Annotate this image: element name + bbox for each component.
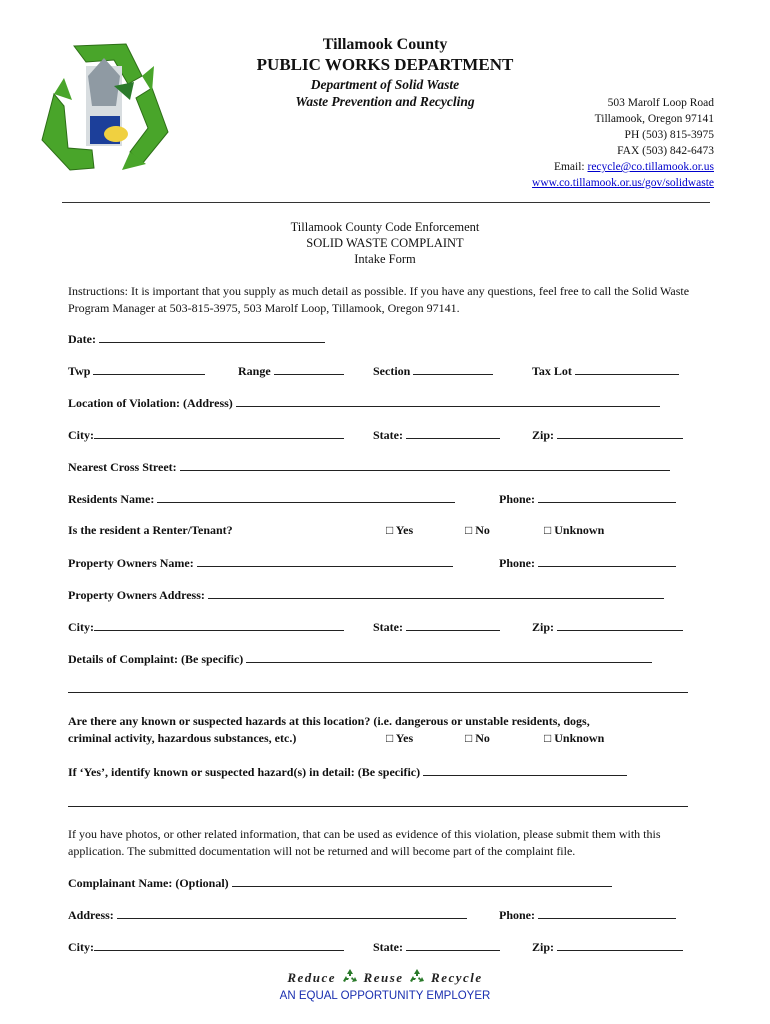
- state-label: State:: [373, 428, 403, 442]
- complainant-name-field[interactable]: [68, 875, 612, 891]
- header-divider: [62, 202, 710, 203]
- hazards-question-line2: criminal activity, hazardous substances, etc.): [68, 731, 297, 745]
- footer-slogan: [0, 968, 770, 986]
- city-label: City:: [68, 428, 94, 442]
- form-title-line1: Tillamook County Code Enforcement: [290, 220, 480, 234]
- city-label: City:: [68, 620, 94, 634]
- date-field[interactable]: [68, 331, 325, 347]
- details-line-2[interactable]: [68, 692, 688, 693]
- instructions: [68, 283, 698, 317]
- state-field[interactable]: [373, 427, 500, 443]
- complainant-name-label: Complainant Name: (Optional): [68, 876, 229, 890]
- form-title-line3: Intake Form: [354, 252, 416, 266]
- residents-phone-field[interactable]: [499, 491, 676, 507]
- owners-name-label: Property Owners Name:: [68, 556, 194, 570]
- location-field[interactable]: [68, 395, 660, 411]
- contact-block: [532, 95, 714, 191]
- section-field[interactable]: [373, 363, 493, 379]
- equal-opportunity-text: AN EQUAL OPPORTUNITY EMPLOYER: [279, 990, 491, 1002]
- reuse-text: Reuse: [363, 970, 404, 985]
- form-title: [0, 219, 770, 267]
- city-label: City:: [68, 940, 94, 954]
- phone-label: Phone:: [499, 492, 535, 506]
- hazards-yes-checkbox[interactable]: □ Yes: [386, 731, 414, 745]
- details-label: Details of Complaint: (Be specific): [68, 652, 244, 666]
- instructions-text: It is important that you supply as much detail as possible. If you have any questions, feel free to call the Solid Waste Program Manager at 503-815-3975, 503 Marolf Loop, Tillamook, Oregon 97141.: [68, 284, 690, 315]
- cross-street-label: Nearest Cross Street:: [68, 460, 177, 474]
- contact-fax: FAX (503) 842-6473: [617, 145, 714, 157]
- reduce-text: Reduce: [287, 970, 337, 985]
- renter-unknown-checkbox[interactable]: □ Unknown: [544, 523, 605, 537]
- location-label: Location of Violation: (Address): [68, 396, 233, 410]
- zip-field[interactable]: [532, 427, 683, 443]
- contact-phone: PH (503) 815-3975: [624, 129, 714, 141]
- division-name: Department of Solid Waste: [310, 77, 460, 92]
- recycle-text: Recycle: [431, 970, 483, 985]
- complainant-phone-field[interactable]: [499, 907, 676, 923]
- owners-name-field[interactable]: [68, 555, 453, 571]
- twp-field[interactable]: [68, 363, 205, 379]
- residents-name-label: Residents Name:: [68, 492, 155, 506]
- section-label: Section: [373, 364, 411, 378]
- complainant-state-field[interactable]: [373, 939, 500, 955]
- owners-zip-field[interactable]: [532, 619, 683, 635]
- state-label: State:: [373, 940, 403, 954]
- owners-address-field[interactable]: [68, 587, 664, 603]
- owners-city-field[interactable]: [68, 619, 344, 635]
- cross-street-field[interactable]: [68, 459, 670, 475]
- renter-question: Is the resident a Renter/Tenant?: [68, 523, 233, 537]
- hazards-no-checkbox[interactable]: □ No: [465, 731, 490, 745]
- complainant-address-field[interactable]: [68, 907, 467, 923]
- contact-city: Tillamook, Oregon 97141: [594, 113, 714, 125]
- contact-address: 503 Marolf Loop Road: [607, 97, 714, 109]
- address-label: Address:: [68, 908, 114, 922]
- renter-no-checkbox[interactable]: □ No: [465, 523, 490, 537]
- county-name: Tillamook County: [322, 36, 448, 53]
- email-link[interactable]: recycle@co.tillamook.or.us: [587, 161, 714, 173]
- state-label: State:: [373, 620, 403, 634]
- zip-label: Zip:: [532, 940, 555, 954]
- phone-label: Phone:: [499, 908, 535, 922]
- date-label: Date:: [68, 332, 96, 346]
- hazards-detail-field[interactable]: [68, 764, 627, 780]
- twp-label: Twp: [68, 364, 91, 378]
- website-link[interactable]: www.co.tillamook.or.us/gov/solidwaste: [532, 177, 714, 189]
- contact-email-line: [532, 159, 714, 175]
- tax-lot-label: Tax Lot: [532, 364, 572, 378]
- program-name: Waste Prevention and Recycling: [295, 94, 475, 109]
- evidence-note: If you have photos, or other related information, that can be used as evidence of this violation, please submit them with this application. The submitted documentation will not be returned and will become part of the complaint file.: [68, 827, 661, 858]
- details-field[interactable]: [68, 651, 652, 667]
- zip-label: Zip:: [532, 620, 555, 634]
- city-field[interactable]: [68, 427, 344, 443]
- owners-address-label: Property Owners Address:: [68, 588, 205, 602]
- renter-yes-checkbox[interactable]: □ Yes: [386, 523, 414, 537]
- instructions-label: Instructions:: [68, 284, 128, 298]
- range-field[interactable]: [238, 363, 344, 379]
- owners-phone-field[interactable]: [499, 555, 676, 571]
- hazards-detail-line-2[interactable]: [68, 806, 688, 807]
- hazards-unknown-checkbox[interactable]: □ Unknown: [544, 731, 605, 745]
- email-label: Email:: [553, 161, 588, 173]
- form-title-line2: SOLID WASTE COMPLAINT: [306, 236, 464, 250]
- zip-label: Zip:: [532, 428, 555, 442]
- complainant-city-field[interactable]: [68, 939, 344, 955]
- recycle-icon: [341, 968, 359, 984]
- recycle-icon: [408, 968, 426, 984]
- department-name: PUBLIC WORKS DEPARTMENT: [256, 55, 514, 74]
- tax-lot-field[interactable]: [532, 363, 679, 379]
- phone-label: Phone:: [499, 556, 535, 570]
- complainant-zip-field[interactable]: [532, 939, 683, 955]
- owners-state-field[interactable]: [373, 619, 500, 635]
- residents-name-field[interactable]: [68, 491, 455, 507]
- hazards-detail-label: If ‘Yes’, identify known or suspected hazard(s) in detail: (Be specific): [68, 765, 421, 779]
- hazards-question-line1: Are there any known or suspected hazards at this location? (i.e. dangerous or unstable residents, dogs,: [68, 714, 590, 728]
- range-label: Range: [238, 364, 271, 378]
